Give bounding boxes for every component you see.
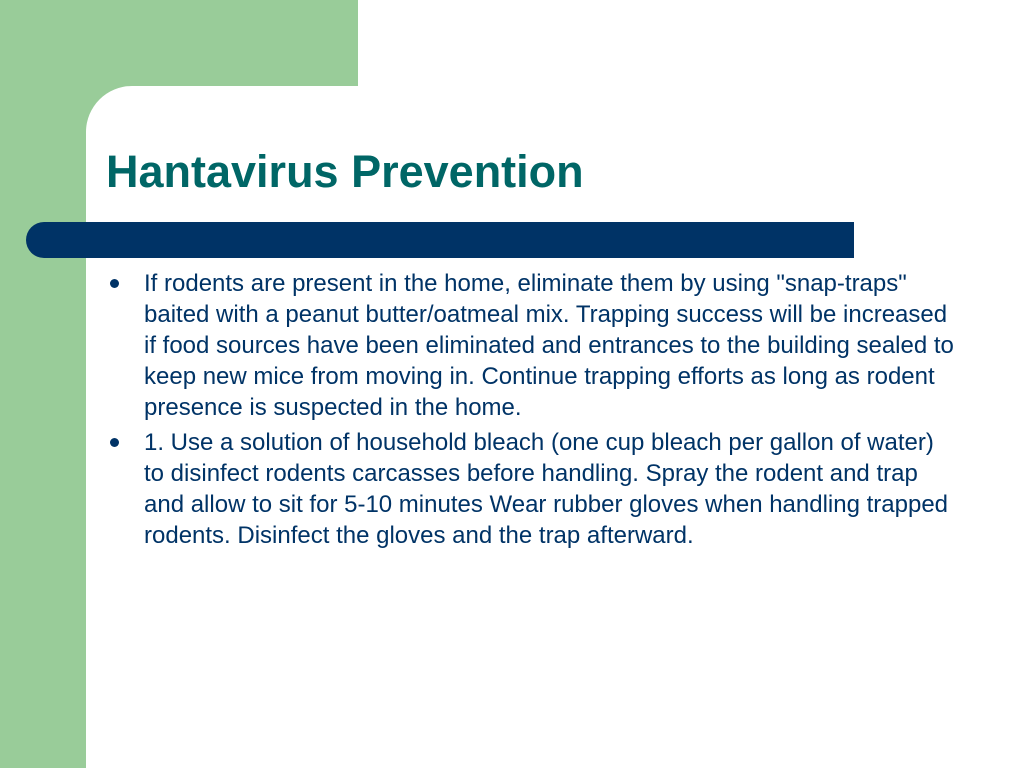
title-divider-bar — [26, 222, 854, 258]
bullet-dot-icon — [110, 438, 119, 447]
bullet-dot-icon — [110, 279, 119, 288]
bullet-text: If rodents are present in the home, eliminate them by using "snap-traps" baited with a peanut butter/oatmeal mix. Trapping success will be increased if food sources have been eliminated and entrances to the building sealed to keep new mice from moving in. Continue trapping efforts as long as rodent presence is suspected in the home. — [144, 270, 954, 421]
slide-title: Hantavirus Prevention — [106, 146, 584, 197]
bullet-item — [106, 268, 956, 423]
bullet-item — [106, 427, 956, 551]
bullet-list — [106, 268, 956, 555]
bullet-text: 1. Use a solution of household bleach (one cup bleach per gallon of water) to disinfect rodents carcasses before handling. Spray the rodent and trap and allow to sit for 5-10 minutes Wear rubber gloves when handling trapped rodents. Disinfect the gloves and the trap afterward. — [144, 429, 949, 549]
